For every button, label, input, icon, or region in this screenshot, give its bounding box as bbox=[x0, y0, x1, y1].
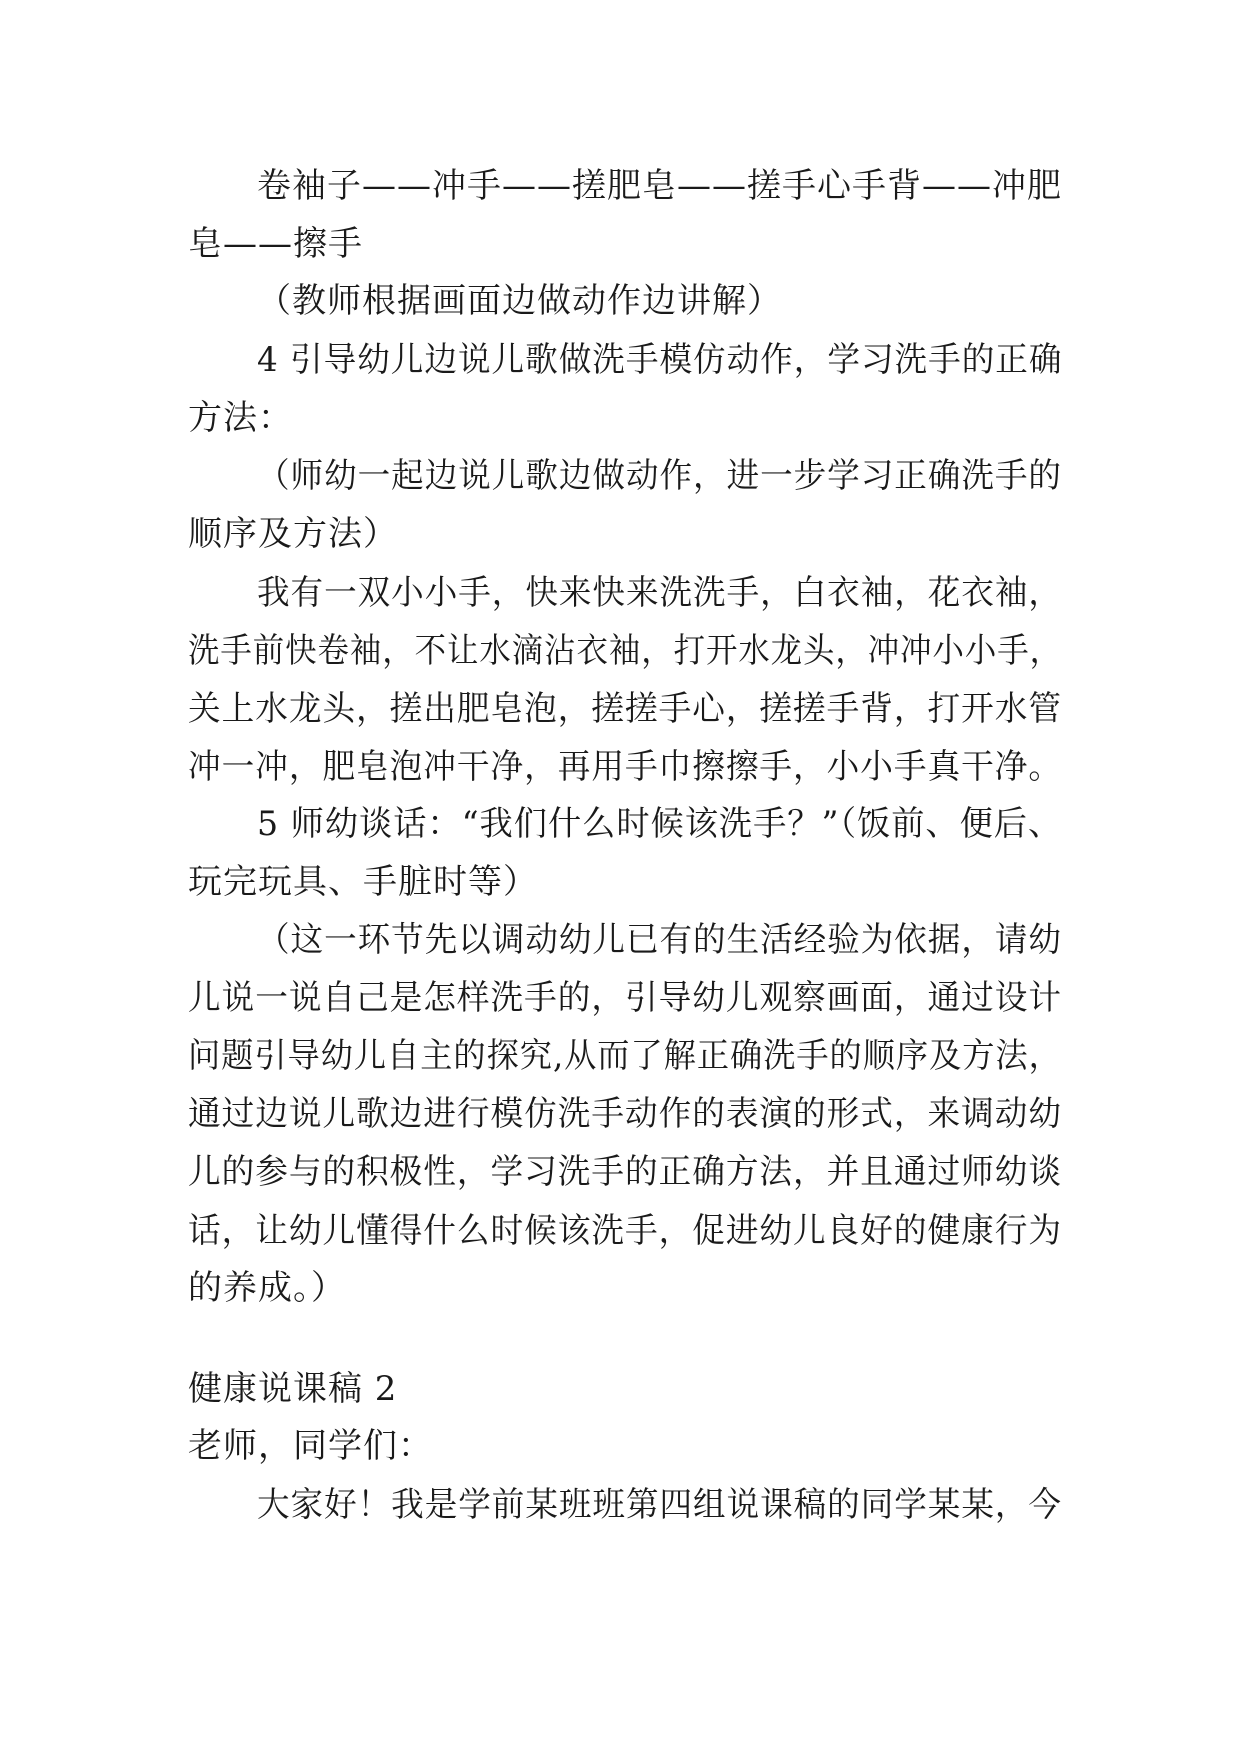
text-line: 问题引导幼儿自主的探究,从而了解正确洗手的顺序及方法， bbox=[188, 1036, 1062, 1076]
text-line: 卷袖子——冲手——搓肥皂——搓手心手背——冲肥 bbox=[257, 166, 1062, 206]
section-heading: 健康说课稿 2 bbox=[188, 1369, 398, 1409]
text-line: 方法： bbox=[188, 398, 293, 438]
text-line: （教师根据画面边做动作边讲解） bbox=[257, 281, 782, 321]
text-line: 洗手前快卷袖，不让水滴沾衣袖，打开水龙头，冲冲小小手， bbox=[188, 631, 1063, 671]
text-line: 关上水龙头，搓出肥皂泡，搓搓手心，搓搓手背，打开水管 bbox=[188, 689, 1062, 729]
text-line: 儿的参与的积极性，学习洗手的正确方法，并且通过师幼谈 bbox=[188, 1152, 1062, 1192]
text-line: 玩完玩具、手脏时等） bbox=[188, 862, 538, 902]
text-line: （师幼一起边说儿歌边做动作，进一步学习正确洗手的 bbox=[257, 456, 1062, 496]
text-line: （这一环节先以调动幼儿已有的生活经验为依据，请幼 bbox=[257, 920, 1062, 960]
text-line: 通过边说儿歌边进行模仿洗手动作的表演的形式，来调动幼 bbox=[188, 1094, 1062, 1134]
text-line: 我有一双小小手，快来快来洗洗手，白衣袖，花衣袖， bbox=[257, 573, 1062, 613]
text-line: 儿说一说自己是怎样洗手的，引导幼儿观察画面，通过设计 bbox=[188, 978, 1062, 1018]
greeting-line: 老师，同学们： bbox=[188, 1426, 433, 1466]
text-line: 皂——擦手 bbox=[188, 224, 363, 264]
text-line: 5 师幼谈话：“我们什么时候该洗手？”（饭前、便后、 bbox=[257, 804, 1063, 844]
text-line: 冲一冲，肥皂泡冲干净，再用手巾擦擦手，小小手真干净。 bbox=[188, 747, 1062, 787]
text-line: 4 引导幼儿边说儿歌做洗手模仿动作，学习洗手的正确 bbox=[257, 340, 1063, 380]
text-line: 话，让幼儿懂得什么时候该洗手，促进幼儿良好的健康行为 bbox=[188, 1211, 1062, 1251]
text-line: 大家好！我是学前某班班第四组说课稿的同学某某，今 bbox=[257, 1485, 1062, 1525]
text-line: 顺序及方法） bbox=[188, 514, 398, 554]
text-line: 的养成。） bbox=[188, 1268, 346, 1308]
